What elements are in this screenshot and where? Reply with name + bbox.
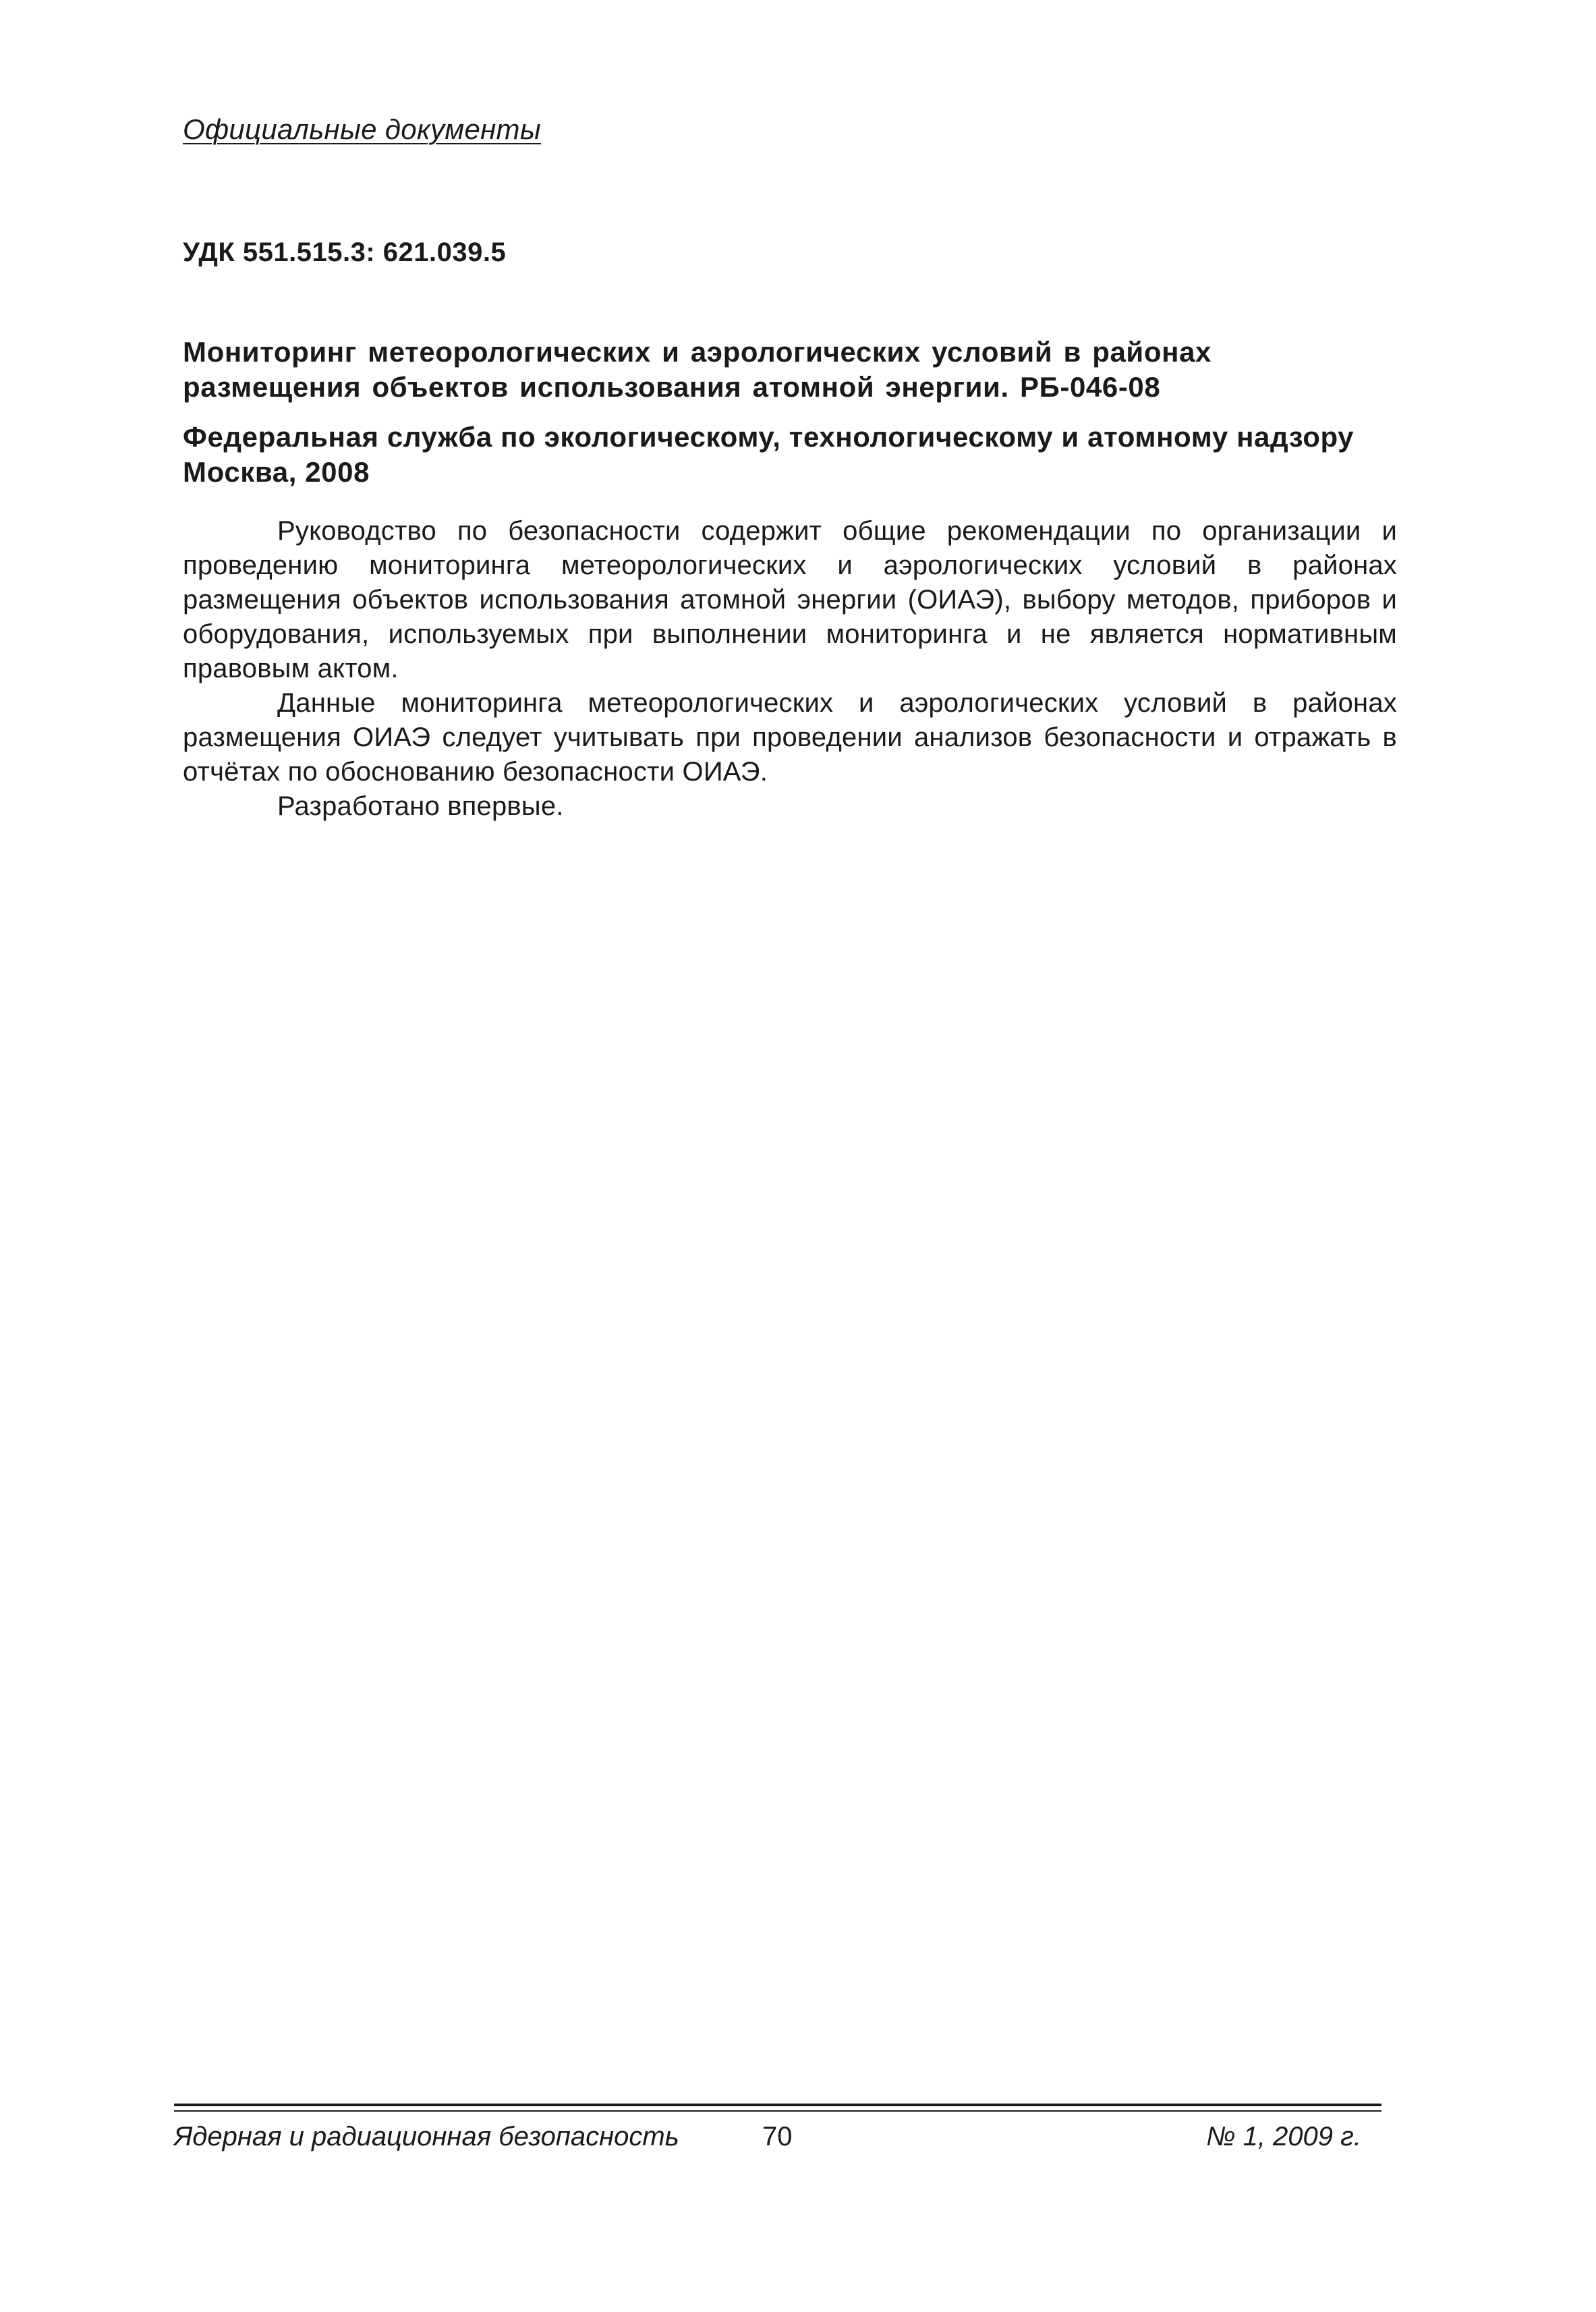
issue-number: № 1, 2009 г. — [1206, 2122, 1361, 2151]
publisher-block — [183, 420, 1397, 490]
page-number: 70 — [762, 2122, 793, 2151]
footer-rule — [174, 2104, 1381, 2106]
publication-place-year: Москва, 2008 — [183, 456, 370, 488]
abstract — [183, 514, 1397, 824]
footer-rule-thin — [174, 2110, 1381, 2112]
journal-name: Ядерная и радиационная безопасность — [174, 2122, 679, 2151]
document-title: Мониторинг метеорологических и аэрологических условий в районах размещения объектов использования атомной энергии. РБ-046-08 — [183, 336, 1212, 403]
udc-code: УДК 551.515.3: 621.039.5 — [183, 237, 507, 267]
abstract-paragraph-1: Руководство по безопасности содержит общие рекомендации по организации и проведению мониторинга метеорологических и аэрологических условий в районах размещения объектов использования атомной энергии (ОИАЭ), выбору методов, приборов и оборудования, используемых при выполнении мониторинга и не является нормативным правовым актом. — [183, 516, 1397, 683]
section-header: Официальные документы — [183, 113, 542, 145]
abstract-paragraph-3: Разработано впервые. — [277, 791, 564, 821]
abstract-paragraph-2: Данные мониторинга метеорологических и аэрологических условий в районах размещения ОИАЭ следует учитывать при проведении анализов безопасности и отражать в отчётах по обоснованию безопасности ОИАЭ. — [183, 688, 1397, 787]
page-footer — [174, 2118, 1381, 2159]
publisher-name: Федеральная служба по экологическому, технологическому и атомному надзору — [183, 421, 1355, 453]
